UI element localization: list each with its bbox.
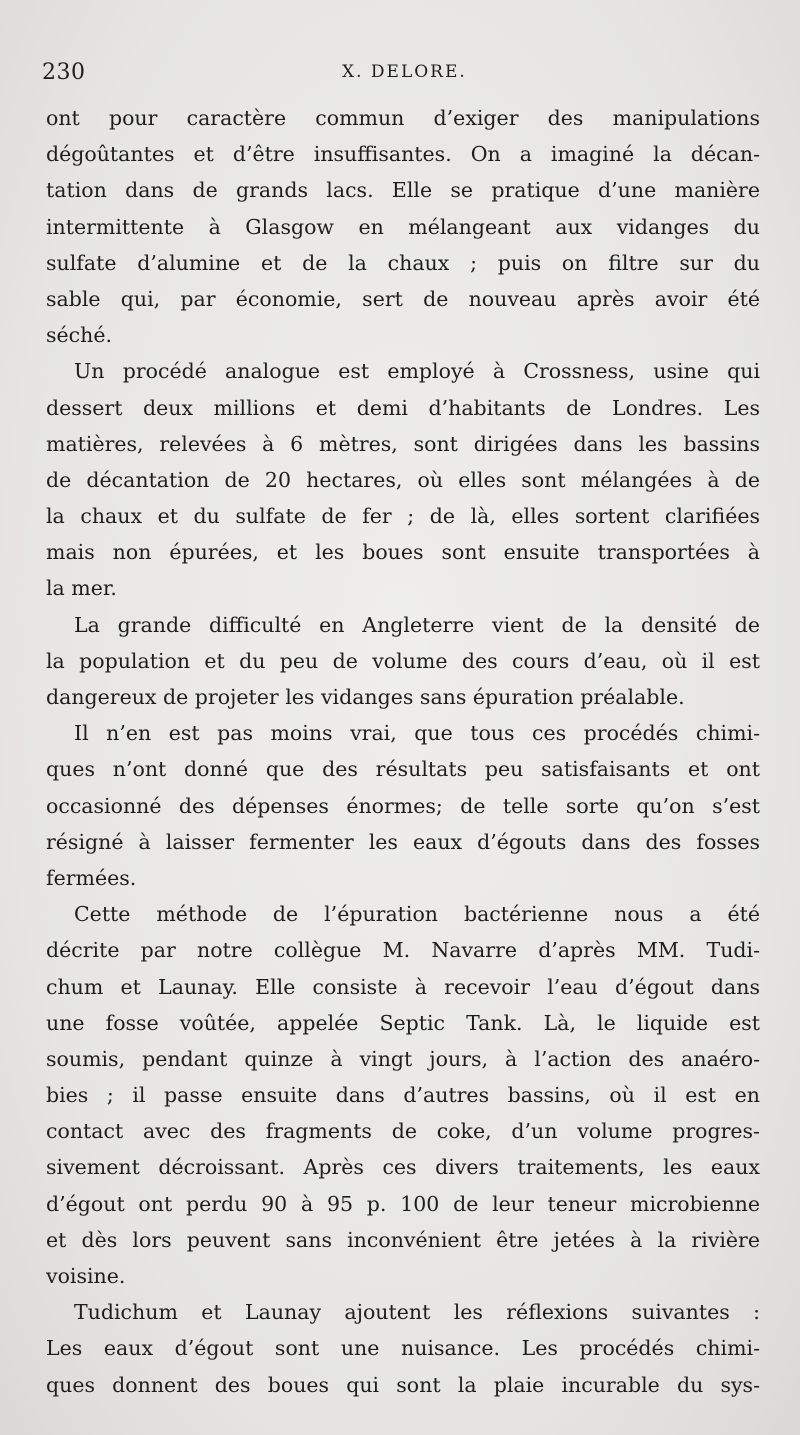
text-line: ont pour caractère commun d’exiger des manipulations [46, 106, 760, 130]
text-line: voisine. [46, 1264, 126, 1288]
text-line: sivement décroissant. Après ces divers traitements, les eaux [46, 1155, 760, 1180]
text-line: sable qui, par économie, sert de nouveau après avoir été [46, 286, 760, 311]
text-line: bies ; il passe ensuite dans d’autres bassins, où il est en [46, 1083, 760, 1108]
text-line: dégoûtantes et d’être insuffisantes. On a imaginé la décan- [46, 142, 760, 167]
text-line: sulfate d’alumine et de la chaux ; puis on filtre sur du [46, 250, 760, 275]
text-line: tation dans de grands lacs. Elle se pratique d’une manière [46, 178, 760, 203]
body-text [46, 100, 760, 1403]
running-head: X. DELORE. [342, 62, 467, 82]
text-line: de décantation de 20 hectares, où elles sont mélangées à de [46, 467, 760, 492]
text-line: Tudichum et Launay ajoutent les réflexions suivantes : [74, 1300, 760, 1325]
text-line: la mer. [46, 576, 117, 601]
text-line: séché. [46, 323, 112, 348]
text-line: occasionné des dépenses énormes; de telle sorte qu’on s’est [46, 793, 760, 818]
text-line: la population et du peu de volume des cours d’eau, où il est [46, 648, 760, 673]
text-line: la chaux et du sulfate de fer ; de là, elles sortent clarifiées [46, 504, 760, 529]
text-line: dangereux de projeter les vidanges sans épuration préalable. [46, 685, 685, 709]
text-line: Les eaux d’égout sont une nuisance. Les procédés chimi- [46, 1336, 760, 1361]
text-line: chum et Launay. Elle consiste à recevoir l’eau d’égout dans [46, 974, 760, 999]
text-line: soumis, pendant quinze à vingt jours, à l’action des anaéro- [46, 1046, 760, 1071]
text-line: intermittente à Glasgow en mélangeant aux vidanges du [46, 214, 760, 239]
text-line: dessert deux millions et demi d’habitants de Londres. Les [46, 395, 760, 420]
text-line: Un procédé analogue est employé à Crossness, usine qui [74, 359, 760, 384]
text-line: ques donnent des boues qui sont la plaie incurable du sys- [46, 1372, 760, 1397]
text-line: une fosse voûtée, appelée Septic Tank. Là, le liquide est [46, 1010, 760, 1035]
text-line: mais non épurées, et les boues sont ensuite transportées à [46, 540, 760, 565]
text-line: La grande difficulté en Angleterre vient de la densité de [74, 612, 760, 637]
text-line: fermées. [46, 865, 137, 890]
text-line: d’égout ont perdu 90 à 95 p. 100 de leur teneur microbienne [46, 1191, 760, 1216]
text-line: matières, relevées à 6 mètres, sont dirigées dans les bassins [46, 431, 760, 456]
text-line: décrite par notre collègue M. Navarre d’après MM. Tudi- [46, 938, 760, 963]
page-number: 230 [42, 60, 86, 85]
text-line: Il n’en est pas moins vrai, que tous ces procédés chimi- [74, 721, 760, 746]
text-line: Cette méthode de l’épuration bactérienne nous a été [74, 902, 760, 927]
text-line: résigné à laisser fermenter les eaux d’égouts dans des fosses [46, 829, 760, 854]
page-header [42, 60, 762, 92]
text-line: contact avec des fragments de coke, d’un volume progres- [46, 1119, 760, 1144]
text-line: ques n’ont donné que des résultats peu satisfaisants et ont [46, 757, 760, 782]
text-line: et dès lors peuvent sans inconvénient être jetées à la rivière [46, 1227, 760, 1252]
